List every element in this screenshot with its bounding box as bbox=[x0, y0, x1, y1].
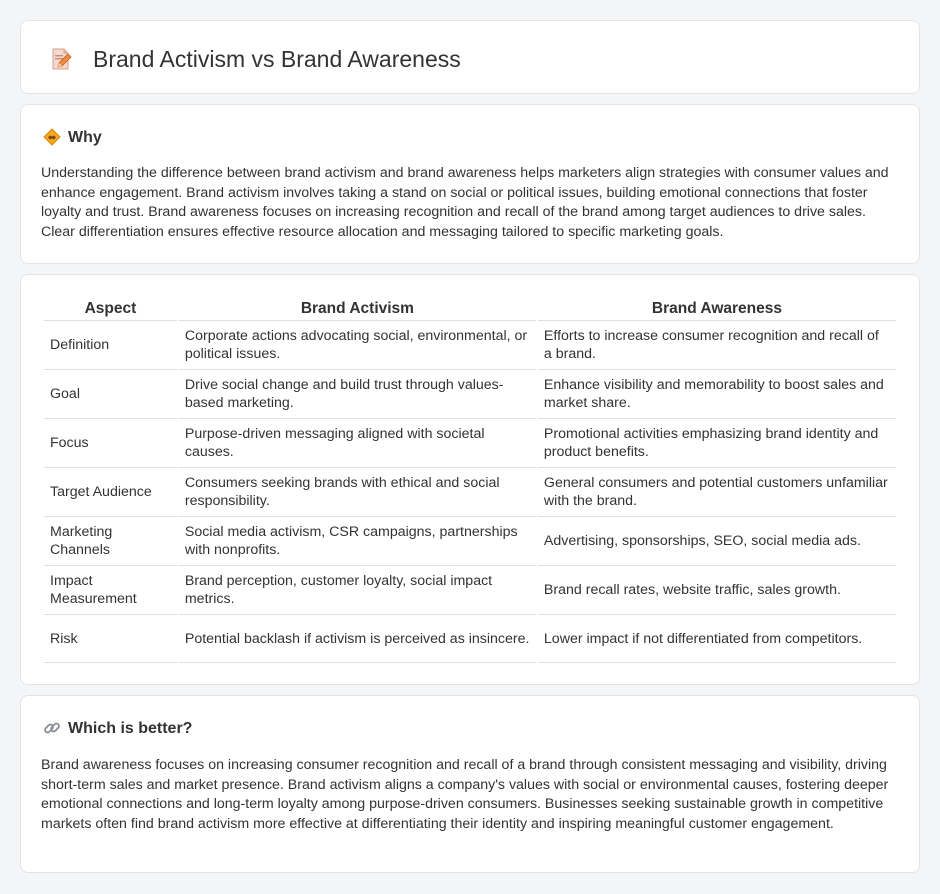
table-row bbox=[44, 565, 896, 614]
which-is-better-title: Which is better? bbox=[68, 720, 193, 737]
page-title: Brand Activism vs Brand Awareness bbox=[93, 46, 461, 72]
activism-cell: Drive social change and build trust through values-based marketing. bbox=[179, 369, 536, 418]
table-header-row bbox=[44, 294, 896, 320]
awareness-cell: Efforts to increase consumer recognition and recall of a brand. bbox=[538, 320, 896, 369]
table-row bbox=[44, 614, 896, 663]
awareness-cell: Lower impact if not differentiated from competitors. bbox=[538, 614, 896, 663]
activism-cell: Brand perception, customer loyalty, social impact metrics. bbox=[179, 565, 536, 614]
link-icon bbox=[43, 719, 61, 737]
aspect-cell: Target Audience bbox=[44, 467, 177, 516]
table-row bbox=[44, 467, 896, 516]
awareness-cell: General consumers and potential customers unfamiliar with the brand. bbox=[538, 467, 896, 516]
table-row bbox=[44, 516, 896, 565]
comparison-table bbox=[42, 294, 898, 663]
activism-cell: Potential backlash if activism is perceived as insincere. bbox=[179, 614, 536, 663]
aspect-cell: Risk bbox=[44, 614, 177, 663]
awareness-cell: Brand recall rates, website traffic, sales growth. bbox=[538, 565, 896, 614]
table-row bbox=[44, 369, 896, 418]
table-row bbox=[44, 320, 896, 369]
handshake-icon bbox=[43, 128, 61, 146]
activism-cell: Consumers seeking brands with ethical and social responsibility. bbox=[179, 467, 536, 516]
why-title: Why bbox=[68, 129, 102, 146]
awareness-cell: Enhance visibility and memorability to boost sales and market share. bbox=[538, 369, 896, 418]
why-body: Understanding the difference between brand activism and brand awareness helps marketers align strategies with consumer values and enhance engagement. Brand activism involves taking a stand on social or political issues, building emotional connections that foster loyalty and trust. Brand awareness focuses on increasing recognition and recall of the brand among target audiences to drive sales. Clear differentiation ensures effective resource allocation and messaging tailored to specific marketing goals. bbox=[41, 165, 889, 240]
table-row bbox=[44, 418, 896, 467]
awareness-cell: Advertising, sponsorships, SEO, social media ads. bbox=[538, 516, 896, 565]
which-is-better-body: Brand awareness focuses on increasing consumer recognition and recall of a brand through consistent messaging and visibility, driving short-term sales and market presence. Brand activism aligns a company's values with social or environmental causes, fostering deeper emotional connections and long-term loyalty among purpose-driven consumers. Businesses seeking sustainable growth in competitive markets often find brand activism more effective at differentiating their identity and inspiring meaningful customer engagement. bbox=[41, 757, 889, 832]
which-is-better-section bbox=[20, 695, 920, 873]
aspect-cell: Definition bbox=[44, 320, 177, 369]
comparison-table-card bbox=[20, 274, 920, 685]
activism-cell: Social media activism, CSR campaigns, partnerships with nonprofits. bbox=[179, 516, 536, 565]
why-section bbox=[20, 104, 920, 264]
activism-cell: Corporate actions advocating social, environmental, or political issues. bbox=[179, 320, 536, 369]
awareness-cell: Promotional activities emphasizing brand identity and product benefits. bbox=[538, 418, 896, 467]
activism-cell: Purpose-driven messaging aligned with societal causes. bbox=[179, 418, 536, 467]
document-pencil-icon bbox=[49, 47, 73, 71]
aspect-cell: Goal bbox=[44, 369, 177, 418]
aspect-cell: Focus bbox=[44, 418, 177, 467]
aspect-cell: Marketing Channels bbox=[44, 516, 177, 565]
aspect-cell: Impact Measurement bbox=[44, 565, 177, 614]
column-header: Brand Activism bbox=[300, 300, 414, 317]
header-card bbox=[20, 20, 920, 94]
column-header: Brand Awareness bbox=[651, 300, 782, 317]
column-header: Aspect bbox=[84, 300, 137, 317]
